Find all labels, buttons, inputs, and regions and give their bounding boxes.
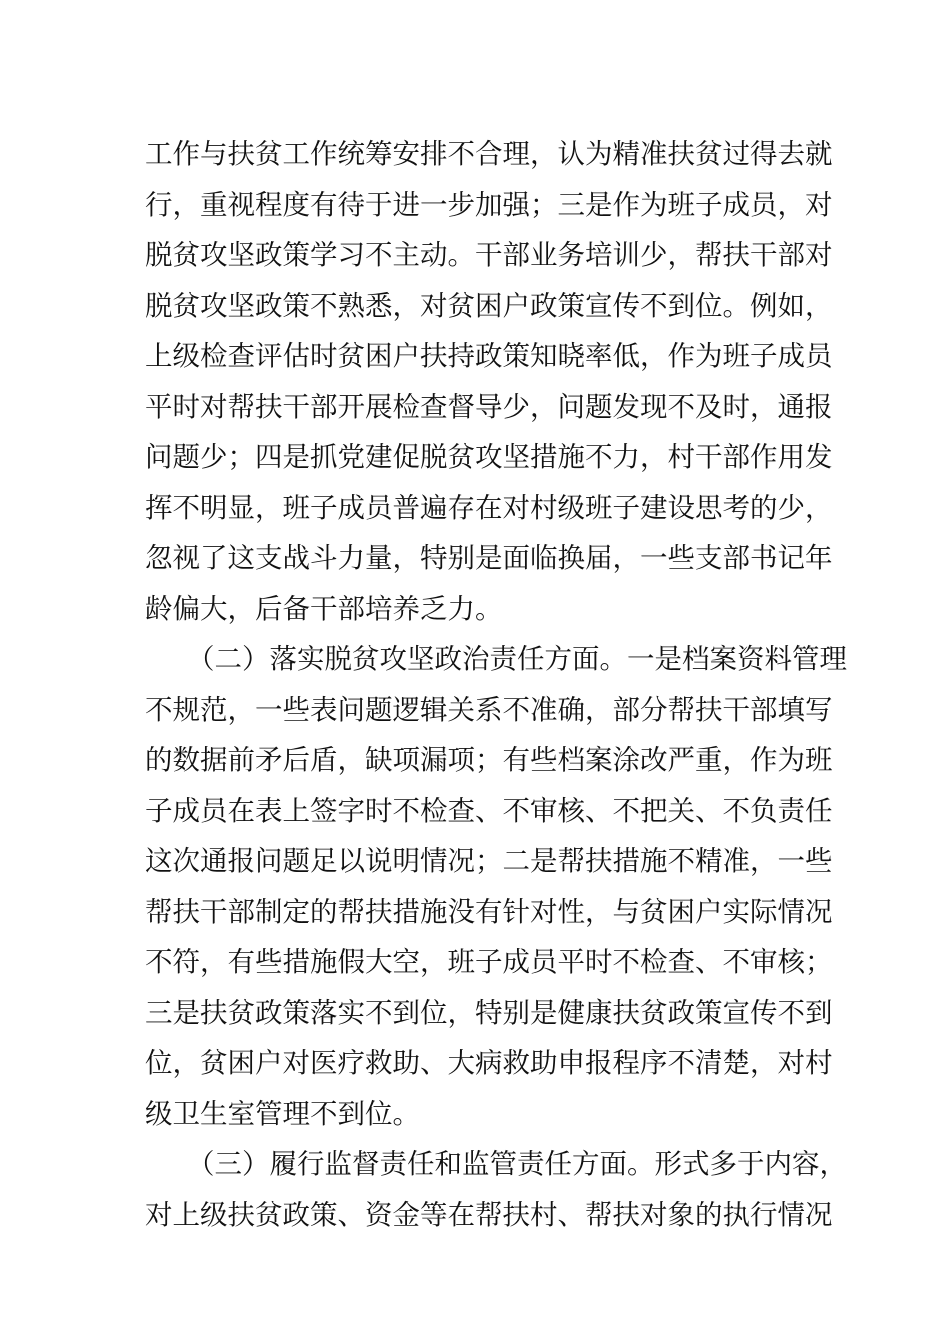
document-body <box>145 129 847 1240</box>
section-two-heading-line: （二）落实脱贫攻坚政治责任方面。一是档案资料管理 <box>187 643 847 675</box>
text-line: 上级检查评估时贫困户扶持政策知晓率低，作为班子成员 <box>145 340 833 372</box>
text-line: 平时对帮扶干部开展检查督导少，问题发现不及时，通报 <box>145 390 833 423</box>
paragraph-end-line: 龄偏大，后备干部培养乏力。 <box>145 592 503 625</box>
section-three-heading-line: （三）履行监督责任和监管责任方面。形式多于内容， <box>187 1148 847 1180</box>
text-line: 的数据前矛后盾，缺项漏项；有些档案涂改严重，作为班 <box>145 744 833 776</box>
text-line: 三是扶贫政策落实不到位，特别是健康扶贫政策宣传不到 <box>145 996 833 1029</box>
paragraph-end-line: 级卫生室管理不到位。 <box>145 1097 420 1130</box>
text-line: 忽视了这支战斗力量，特别是面临换届，一些支部书记年 <box>145 542 833 574</box>
text-line: 对上级扶贫政策、资金等在帮扶村、帮扶对象的执行情况 <box>145 1198 833 1231</box>
text-line: 工作与扶贫工作统筹安排不合理，认为精准扶贫过得去就 <box>145 138 833 170</box>
text-line: 行，重视程度有待于进一步加强；三是作为班子成员，对 <box>145 188 833 221</box>
text-line: 子成员在表上签字时不检查、不审核、不把关、不负责任 <box>145 794 833 827</box>
text-line: 脱贫攻坚政策不熟悉，对贫困户政策宣传不到位。例如， <box>145 289 833 322</box>
text-line: 脱贫攻坚政策学习不主动。干部业务培训少，帮扶干部对 <box>145 239 833 271</box>
text-line: 帮扶干部制定的帮扶措施没有针对性，与贫困户实际情况 <box>145 895 833 928</box>
text-line: 位，贫困户对医疗救助、大病救助申报程序不清楚，对村 <box>145 1047 833 1079</box>
text-line: 这次通报问题足以说明情况；二是帮扶措施不精准，一些 <box>145 845 833 877</box>
text-line: 不规范，一些表问题逻辑关系不准确，部分帮扶干部填写 <box>145 693 833 726</box>
text-line: 挥不明显，班子成员普遍存在对村级班子建设思考的少， <box>145 491 833 524</box>
text-line: 不符，有些措施假大空，班子成员平时不检查、不审核； <box>145 946 833 978</box>
text-line: 问题少；四是抓党建促脱贫攻坚措施不力，村干部作用发 <box>145 441 833 473</box>
